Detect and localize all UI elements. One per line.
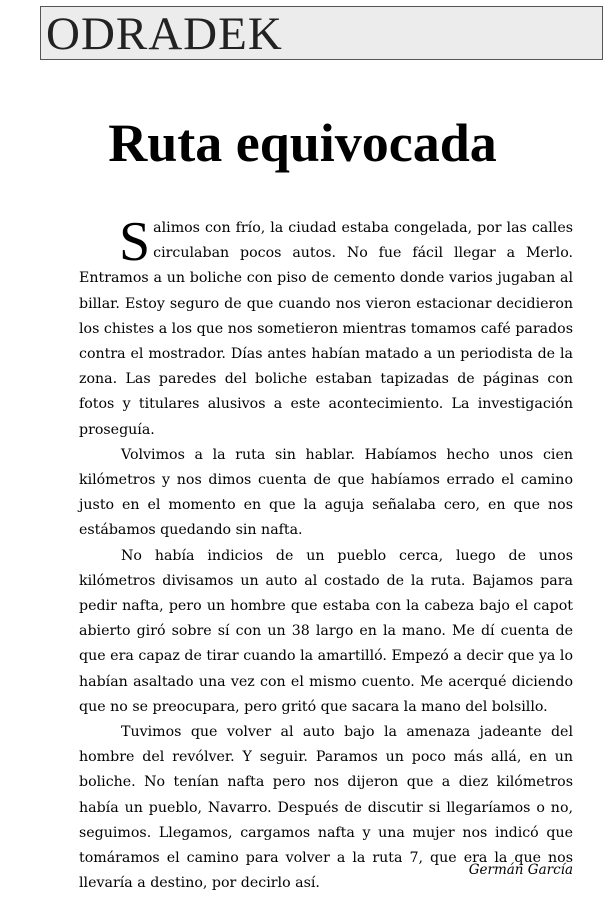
paragraph-1-text: alimos con frío, la ciudad estaba congelada, por las calles circulaban pocos autos. No fue fácil llegar a Merlo. Entramos a un boliche con piso de cemento donde varios jugaban al billar. Estoy seguro de que cuando nos vieron estacionar decidieron los chistes a los que nos sometieron mientras tomamos café parados contra el mostrador. Días antes habían matado a un periodista de la zona. Las paredes del boliche estaban tapizadas de páginas con fotos y titulares alusivos a este acontecimiento. La investigación proseguía.: [79, 220, 573, 438]
drop-cap: S: [119, 211, 151, 273]
masthead-title: ODRADEK: [46, 8, 283, 60]
author-signature: Germán García: [468, 862, 573, 878]
article-body: [79, 211, 573, 896]
article-title: Ruta equivocada: [108, 113, 497, 173]
article-paragraph-3: No había indicios de un pueblo cerca, luego de unos kilómetros divisamos un auto al costado de la ruta. Bajamos para pedir nafta, pero un hombre que estaba con la cabeza bajo el capot abierto giró sobre sí con un 38 largo en la mano. Me dí cuenta de que era capaz de tirar cuando la amartilló. Empezó a decir que ya lo habían asaltado una vez con el mismo cuento. Me acerqué diciendo que no se preocupara, pero gritó que sacara la mano del bolsillo.: [79, 547, 573, 715]
article-paragraph-4: Tuvimos que volver al auto bajo la amenaza jadeante del hombre del revólver. Y seguir. Paramos un poco más allá, en un boliche. No tenían nafta pero nos dijeron que a diez kilómetros había un pueblo, Navarro. Después de discutir si llegaríamos o no, seguimos. Llegamos, cargamos nafta y una mujer nos indicó que tomáramos el camino para volver a la ruta 7, que era la que nos llevaría a destino, por decirlo así.: [79, 724, 573, 892]
article-paragraph-1: [79, 211, 573, 443]
masthead: [40, 6, 603, 60]
article-paragraph-2: Volvimos a la ruta sin hablar. Habíamos hecho unos cien kilómetros y nos dimos cuenta de que habíamos errado el camino justo en el momento en que la aguja señalaba cero, en que nos estábamos quedando sin nafta.: [79, 446, 573, 539]
